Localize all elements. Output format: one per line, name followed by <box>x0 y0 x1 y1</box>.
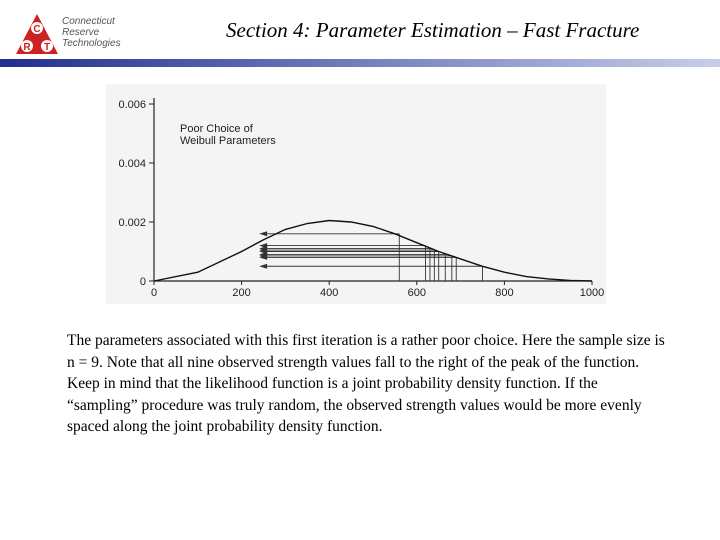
y-tick-label: 0.004 <box>118 158 146 170</box>
weibull-figure <box>106 84 606 304</box>
x-tick-label: 1000 <box>579 287 605 299</box>
x-tick-label: 400 <box>320 287 339 299</box>
logo-letter-t: T <box>43 42 51 53</box>
logo-letter-c: C <box>33 24 41 35</box>
x-tick-label: 200 <box>232 287 251 299</box>
logo-line-2: Reserve <box>62 27 100 38</box>
logo-triangle-icon <box>14 12 60 56</box>
company-logo <box>14 12 134 56</box>
logo-wordmark <box>62 16 121 49</box>
title-underline-bar <box>0 59 720 67</box>
explanation-paragraph: The parameters associated with this first iteration is a rather poor choice. Here the sample size is n = 9. Note that all nine observed strength values fall to the right of the peak of the function. Keep in mind that the likelihood function is a joint probability density function. If the “sampling” procedure was truly random, the observed strength values would be more evenly spaced along the joint probability density function. <box>67 332 665 435</box>
slide-title: Section 4: Parameter Estimation – Fast Fracture <box>226 18 640 42</box>
x-tick-label: 800 <box>495 287 514 299</box>
chart-background <box>106 84 606 304</box>
x-tick-label: 600 <box>407 287 426 299</box>
y-tick-label: 0 <box>139 276 146 288</box>
chart-annotation-line-1: Poor Choice of <box>180 123 253 135</box>
y-tick-label: 0.006 <box>118 99 146 111</box>
likelihood-chart <box>106 84 606 304</box>
y-tick-label: 0.002 <box>118 217 146 229</box>
logo-line-1: Connecticut <box>62 16 115 27</box>
logo-line-3: Technologies <box>62 38 121 49</box>
chart-annotation-line-2: Weibull Parameters <box>180 135 276 147</box>
x-tick-label: 0 <box>150 287 158 299</box>
logo-letter-r: R <box>23 42 31 53</box>
